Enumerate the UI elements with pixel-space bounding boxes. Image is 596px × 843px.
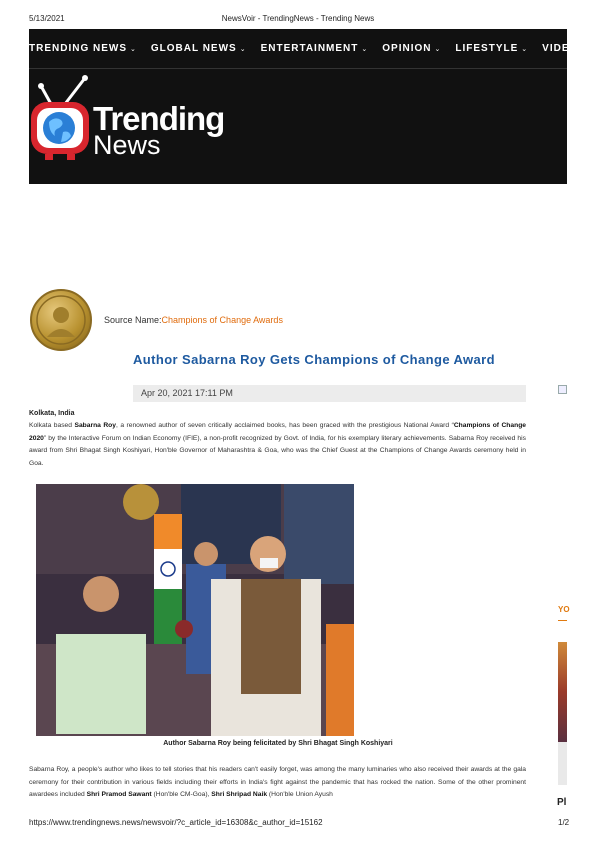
nav-label: LIFESTYLE [455, 43, 519, 54]
chevron-down-icon: ⌄ [239, 45, 247, 53]
article-dateline: Kolkata, India [29, 410, 75, 417]
broken-image-icon [558, 385, 567, 394]
print-date: 5/13/2021 [29, 14, 65, 23]
bold-run: Shri Shripad Naik [211, 791, 268, 799]
tv-globe-icon [29, 74, 95, 164]
article-paragraph-1 [29, 420, 526, 470]
nav-item-opinion[interactable] [382, 43, 441, 54]
nav-item-trending-news[interactable] [29, 43, 137, 54]
article-paragraph-2 [29, 764, 526, 802]
award-ceremony-photo [36, 484, 354, 736]
source-link[interactable]: Champions of Change Awards [161, 315, 283, 325]
nav-item-global-news[interactable] [151, 43, 247, 54]
site-masthead [29, 29, 586, 184]
text-run: , a renowned author of seven critically acclaimed books, has been graced with the prestigious National Award “ [115, 422, 454, 429]
text-run: Sabarna Roy, a people's author who likes to tell stories that his readers can't easily forget, was among the many luminaries who also received their awards at the gala ceremony for their contribution in various fields including their efforts in India's fight against the pandemic that has rocked the nation. Some of the other prominent awardees included [29, 766, 526, 799]
nav-label: GLOBAL NEWS [150, 43, 237, 54]
nav-label: TRENDING NEWS [29, 43, 127, 54]
nav-item-lifestyle[interactable] [455, 43, 528, 54]
article-headline: Author Sabarna Roy Gets Champions of Change Award [133, 352, 495, 367]
champions-of-change-medal-image [30, 289, 92, 351]
sidebar-divider [558, 620, 567, 621]
photo-caption: Author Sabarna Roy being felicitated by Shri Bhagat Singh Koshiyari [163, 740, 393, 747]
text-run: (Hon'ble Union Ayush [267, 791, 333, 799]
chevron-down-icon: ⌄ [361, 45, 369, 53]
site-logo[interactable] [29, 74, 229, 164]
bold-run: Shri Pramod Sawant [86, 791, 152, 799]
page-url: https://www.trendingnews.news/newsvoir/?c_article_id=16308&c_author_id=15162 [29, 818, 323, 827]
text-run: (Hon'ble CM-Goa), [151, 791, 212, 799]
source-label: Source Name: [104, 315, 162, 325]
sidebar-item-title[interactable]: Pl [557, 797, 567, 808]
logo-line-2: News [93, 130, 161, 160]
page-number: 1/2 [558, 818, 570, 827]
source-line [104, 315, 283, 325]
logo-wordmark [93, 102, 224, 159]
medal-portrait-icon [32, 291, 90, 349]
text-run: ” by the Interactive Forum on Indian Economy (IFIE), a non-profit recognized by Govt. of India, for his exemplary literary achievements. Sabarna Roy received his award from Shri Bhagat Singh Koshiyari, Hon'ble Governor of Maharashtra & Goa, who was the Chief Guest at the Champions of Change Awards ceremony held in Goa. [29, 434, 526, 467]
nav-label: VIDEOS [542, 43, 586, 54]
print-page-title: NewsVoir - TrendingNews - Trending News [221, 14, 375, 23]
nav-label: OPINION [382, 43, 432, 54]
bold-run: Champions of Change 2020 [29, 422, 527, 442]
logo-line-1: Trending [93, 100, 225, 137]
chevron-down-icon: ⌄ [434, 45, 442, 53]
sidebar-heading: YO [558, 605, 570, 614]
chevron-down-icon: ⌄ [521, 45, 529, 53]
text-run: Kolkata based [29, 422, 75, 429]
bold-run: Sabarna Roy [74, 422, 116, 429]
sidebar-thumbnail[interactable] [558, 642, 567, 742]
main-nav [29, 29, 586, 69]
article-photo [36, 484, 354, 736]
nav-item-videos[interactable] [542, 43, 586, 54]
nav-label: ENTERTAINMENT [260, 43, 359, 54]
chevron-down-icon: ⌄ [130, 45, 137, 53]
nav-item-entertainment[interactable] [261, 43, 369, 54]
sidebar-thumbnail-lower [558, 742, 567, 785]
article-date: Apr 20, 2021 17:11 PM [133, 385, 526, 402]
